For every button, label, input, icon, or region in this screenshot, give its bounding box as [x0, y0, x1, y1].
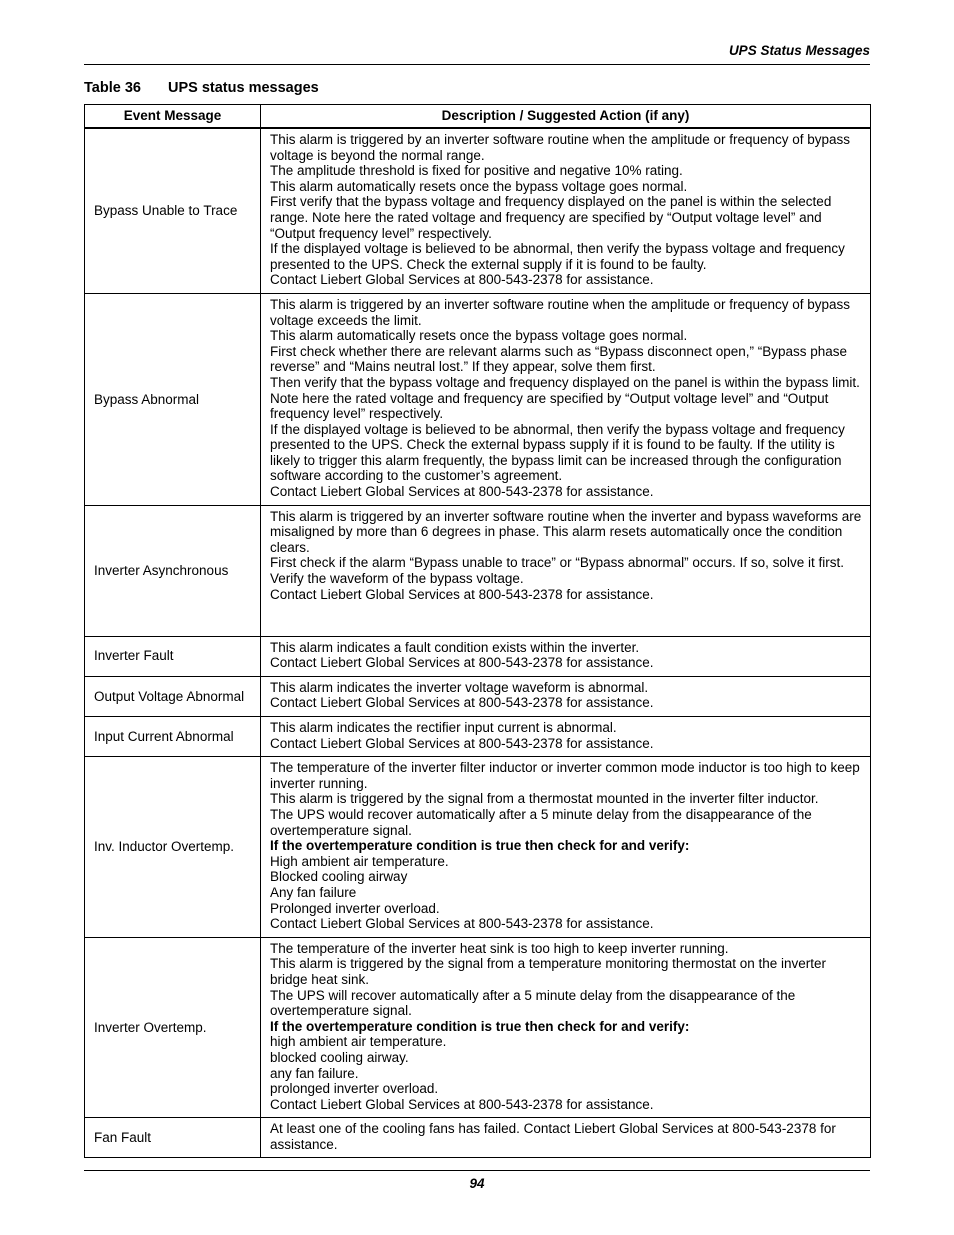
- description-line: The UPS will recover automatically after a 5 minute delay from the disappearance of the overtemperature signal.: [270, 987, 796, 1019]
- table-caption: [84, 80, 319, 96]
- description-line: This alarm is triggered by an inverter software routine when the amplitude or frequency of bypass voltage is beyond the normal range.: [270, 132, 851, 163]
- description-line: Blocked cooling airway: [270, 869, 408, 885]
- table-row: [85, 293, 871, 505]
- description-line: Prolonged inverter overload.: [270, 900, 440, 916]
- description-line: blocked cooling airway.: [270, 1049, 409, 1065]
- description-line: High ambient air temperature.: [270, 853, 449, 869]
- description-cell: [261, 128, 871, 293]
- table-row: [85, 636, 871, 676]
- description-line: any fan failure.: [270, 1065, 359, 1081]
- description-line: Any fan failure: [270, 884, 357, 900]
- description-line: This alarm is triggered by the signal from a temperature monitoring thermostat on the inverter bridge heat sink.: [270, 956, 826, 987]
- event-message-cell: Fan Fault: [85, 1118, 261, 1158]
- description-line: This alarm automatically resets once the bypass voltage goes normal.: [270, 178, 688, 194]
- description-line: This alarm is triggered by an inverter software routine when the inverter and bypass waveforms are misaligned by more than 6 degrees in phase. This alarm resets automatically once the condition clears.: [270, 508, 862, 555]
- event-message-cell: Output Voltage Abnormal: [85, 676, 261, 716]
- description-line: The UPS would recover automatically after a 5 minute delay from the disappearance of the overtemperature signal.: [270, 807, 812, 838]
- description-line: Contact Liebert Global Services at 800-543-2378 for assistance.: [270, 695, 654, 711]
- header-divider: [84, 64, 870, 65]
- description-line-emphasis: If the overtemperature condition is true then check for and verify:: [270, 838, 690, 854]
- table-title: UPS status messages: [168, 80, 319, 96]
- description-cell: [261, 293, 871, 505]
- description-line: If the displayed voltage is believed to be abnormal, then verify the bypass voltage and frequency presented to the UPS. Check the external supply if it is found to be faulty.: [270, 241, 845, 272]
- description-line: This alarm is triggered by the signal from a thermostat mounted in the inverter filter inductor.: [270, 791, 819, 807]
- event-message-cell: Inverter Overtemp.: [85, 937, 261, 1118]
- table-body: [85, 128, 871, 1158]
- table-row: [85, 937, 871, 1118]
- table-header-row: [85, 105, 871, 129]
- description-line: Contact Liebert Global Services at 800-543-2378 for assistance.: [270, 1096, 654, 1112]
- description-line: Contact Liebert Global Services at 800-543-2378 for assistance.: [270, 484, 654, 500]
- description-line: First verify that the bypass voltage and frequency displayed on the panel is within the selected range. Note here the rated voltage and frequency are specified by “Output voltage level” and “Output frequency level” respectively.: [270, 194, 832, 241]
- description-line: high ambient air temperature.: [270, 1034, 447, 1050]
- table-row: [85, 676, 871, 716]
- description-cell: [261, 757, 871, 938]
- description-line: Contact Liebert Global Services at 800-543-2378 for assistance.: [270, 916, 654, 932]
- table-row: [85, 757, 871, 938]
- description-line: Contact Liebert Global Services at 800-543-2378 for assistance.: [270, 735, 654, 751]
- description-line: If the displayed voltage is believed to be abnormal, then verify the bypass voltage and frequency presented to the UPS. Check the external bypass supply if it is found to be faulty. If the utility is likely to trigger this alarm frequently, the bypass limit can be increased through the configuration software according to the customer’s agreement.: [270, 421, 845, 484]
- description-cell: [261, 937, 871, 1118]
- running-header: UPS Status Messages: [728, 43, 870, 58]
- description-line: The temperature of the inverter heat sink is too high to keep inverter running.: [270, 940, 729, 956]
- description-line: Verify the waveform of the bypass voltage.: [270, 571, 524, 587]
- event-message-cell: Inverter Fault: [85, 636, 261, 676]
- description-line: Contact Liebert Global Services at 800-543-2378 for assistance.: [270, 586, 654, 602]
- event-message-cell: Inverter Asynchronous: [85, 505, 261, 636]
- description-cell: [261, 505, 871, 636]
- status-messages-table: [84, 104, 871, 1158]
- event-message-cell: Bypass Unable to Trace: [85, 128, 261, 293]
- event-message-cell: Inv. Inductor Overtemp.: [85, 757, 261, 938]
- column-header-event: Event Message: [85, 105, 261, 129]
- description-line: Contact Liebert Global Services at 800-543-2378 for assistance.: [270, 272, 654, 288]
- description-line: This alarm indicates a fault condition exists within the inverter.: [270, 639, 640, 655]
- page-number: 94: [469, 1176, 485, 1191]
- description-cell: [261, 676, 871, 716]
- description-line: This alarm is triggered by an inverter software routine when the amplitude or frequency of bypass voltage exceeds the limit.: [270, 296, 851, 328]
- footer-divider: [84, 1170, 870, 1171]
- event-message-cell: Input Current Abnormal: [85, 717, 261, 757]
- description-line: First check if the alarm “Bypass unable to trace” or “Bypass abnormal” occurs. If so, solve it first.: [270, 555, 844, 571]
- table-row: [85, 128, 871, 293]
- description-line: The amplitude threshold is fixed for positive and negative 10% rating.: [270, 163, 683, 179]
- event-message-cell: Bypass Abnormal: [85, 293, 261, 505]
- table-row: [85, 1118, 871, 1158]
- description-line: prolonged inverter overload.: [270, 1081, 439, 1097]
- table-number: Table 36: [84, 80, 141, 96]
- description-line: At least one of the cooling fans has failed. Contact Liebert Global Services at 800-543-2378 for assistance.: [270, 1121, 836, 1152]
- table-row: [85, 717, 871, 757]
- description-line: This alarm automatically resets once the bypass voltage goes normal.: [270, 328, 688, 344]
- description-line: The temperature of the inverter filter inductor or inverter common mode inductor is too high to keep inverter running.: [270, 760, 860, 791]
- description-cell: [261, 717, 871, 757]
- description-cell: [261, 1118, 871, 1158]
- description-line: First check whether there are relevant alarms such as “Bypass disconnect open,” “Bypass phase reverse” and “Mains neutral lost.” If they appear, solve them first.: [270, 343, 848, 375]
- description-line: Then verify that the bypass voltage and frequency displayed on the panel is within the bypass limit. Note here the rated voltage and frequency are specified by “Output voltage level” and “Output frequency level” respectively.: [270, 374, 860, 422]
- description-line: This alarm indicates the inverter voltage waveform is abnormal.: [270, 679, 649, 695]
- description-line: Contact Liebert Global Services at 800-543-2378 for assistance.: [270, 655, 654, 671]
- table-row: [85, 505, 871, 636]
- description-cell: [261, 636, 871, 676]
- column-header-description: Description / Suggested Action (if any): [261, 105, 871, 129]
- description-line: This alarm indicates the rectifier input current is abnormal.: [270, 720, 617, 736]
- description-line-emphasis: If the overtemperature condition is true then check for and verify:: [270, 1018, 690, 1034]
